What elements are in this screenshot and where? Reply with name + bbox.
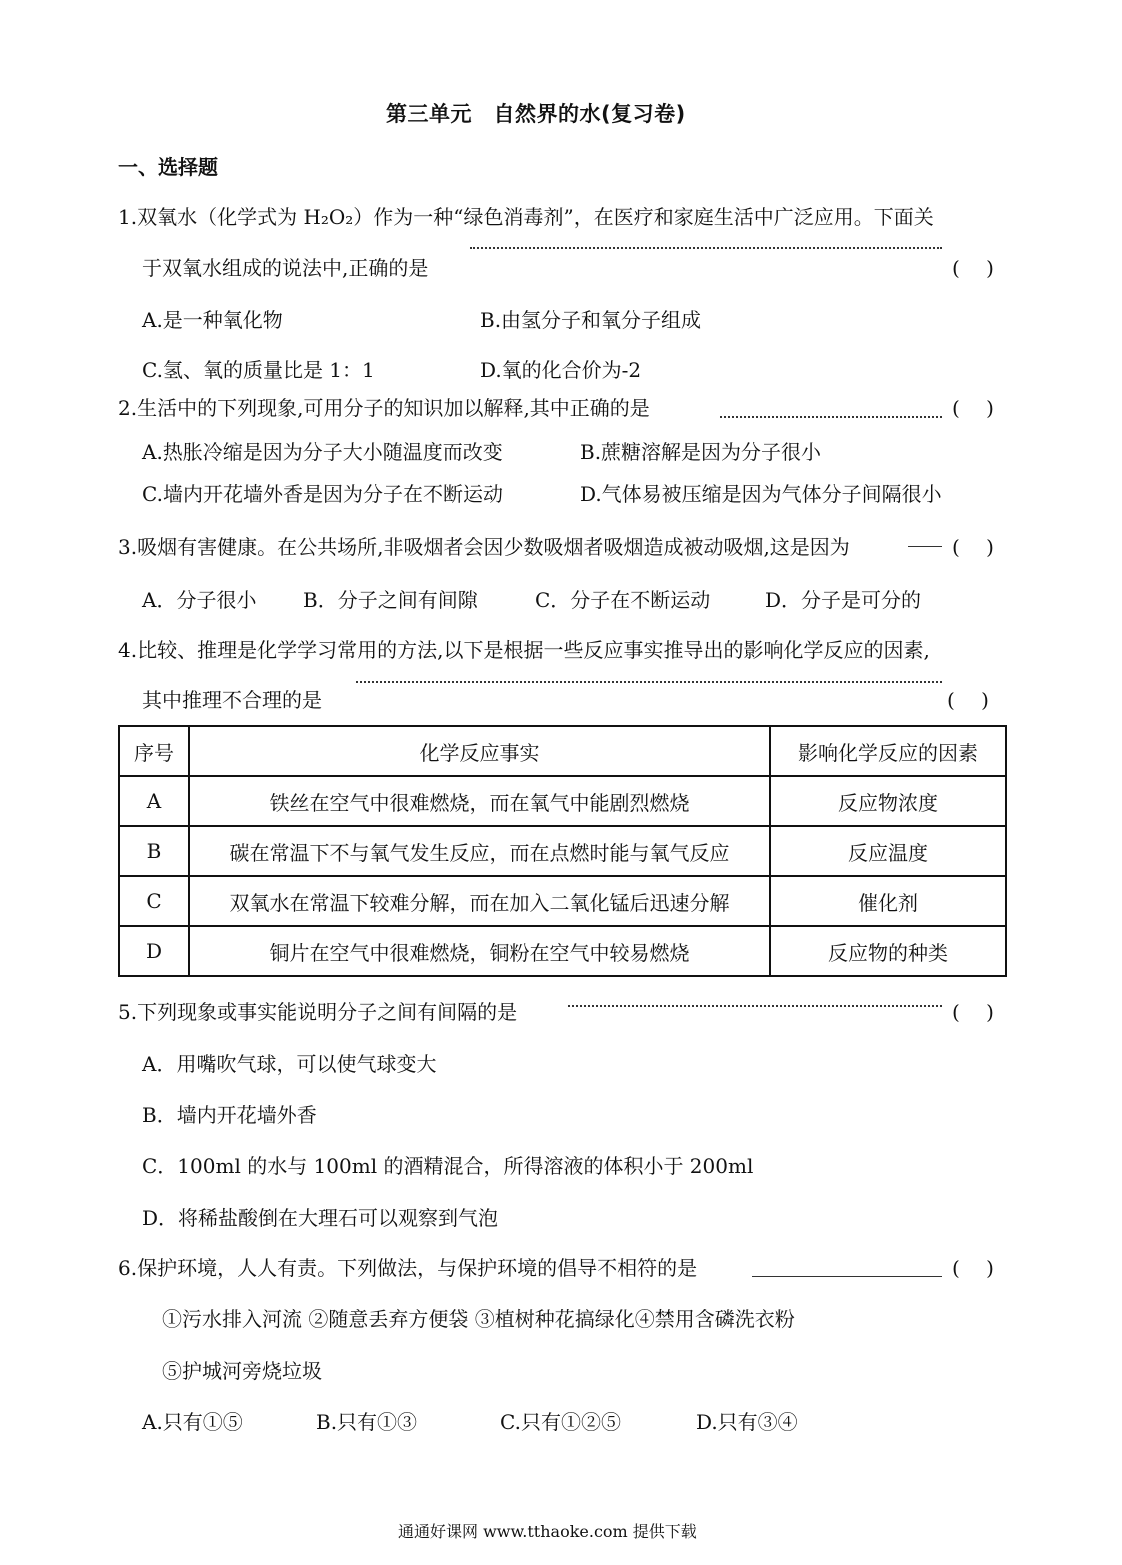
table-header-row xyxy=(119,726,1006,776)
q3-option-a: A．分子很小 xyxy=(142,588,257,612)
reaction-factors-table xyxy=(118,725,1007,977)
q2-option-b: B.蔗糖溶解是因为分子很小 xyxy=(580,440,822,464)
q2-option-d: D.气体易被压缩是因为气体分子间隔很小 xyxy=(580,482,942,506)
table-cell: 反应物的种类 xyxy=(770,926,1006,976)
page-title: 第三单元 自然界的水(复习卷) xyxy=(386,102,686,126)
q2-option-a: A.热胀冷缩是因为分子大小随温度而改变 xyxy=(142,440,503,464)
q6-stem: 6.保护环境，人人有责。下列做法，与保护环境的倡导不相符的是 xyxy=(118,1256,698,1280)
q6-option-b: B.只有①③ xyxy=(316,1410,418,1434)
q2-leader xyxy=(720,416,942,418)
q6-items-line2: ⑤护城河旁烧垃圾 xyxy=(162,1359,322,1383)
table-cell: C xyxy=(119,876,189,926)
table-cell: 铁丝在空气中很难燃烧，而在氧气中能剧烈燃烧 xyxy=(189,776,770,826)
table-cell: 双氧水在常温下较难分解，而在加入二氧化锰后迅速分解 xyxy=(189,876,770,926)
table-row xyxy=(119,776,1006,826)
table-cell: 反应温度 xyxy=(770,826,1006,876)
q6-option-c: C.只有①②⑤ xyxy=(500,1410,621,1434)
q5-option-d: D．将稀盐酸倒在大理石可以观察到气泡 xyxy=(142,1206,499,1230)
table-cell: 铜片在空气中很难燃烧，铜粉在空气中较易燃烧 xyxy=(189,926,770,976)
q6-leader xyxy=(752,1276,942,1277)
q4-answer-paren: ( ) xyxy=(947,688,989,712)
q3-option-c: C．分子在不断运动 xyxy=(535,588,711,612)
q1-stem-line2: 于双氧水组成的说法中,正确的是 xyxy=(142,256,429,280)
table-row xyxy=(119,876,1006,926)
q3-option-d: D．分子是可分的 xyxy=(765,588,922,612)
q5-leader xyxy=(568,1005,942,1007)
q3-stem: 3.吸烟有害健康。在公共场所,非吸烟者会因少数吸烟者吸烟造成被动吸烟,这是因为 xyxy=(118,535,850,559)
table-cell: A xyxy=(119,776,189,826)
table-header-cell: 影响化学反应的因素 xyxy=(770,726,1006,776)
q3-leader xyxy=(908,546,942,547)
q2-option-c: C.墙内开花墙外香是因为分子在不断运动 xyxy=(142,482,503,506)
table-row xyxy=(119,826,1006,876)
q2-stem: 2.生活中的下列现象,可用分子的知识加以解释,其中正确的是 xyxy=(118,396,650,420)
q1-answer-paren: ( ) xyxy=(952,256,994,280)
q5-stem: 5.下列现象或事实能说明分子之间有间隔的是 xyxy=(118,1000,518,1024)
q6-answer-paren: ( ) xyxy=(952,1256,994,1280)
q1-option-b: B.由氢分子和氧分子组成 xyxy=(480,308,702,332)
q5-option-b: B．墙内开花墙外香 xyxy=(142,1103,317,1127)
q1-option-a: A.是一种氧化物 xyxy=(142,308,283,332)
table-row xyxy=(119,926,1006,976)
q3-option-b: B．分子之间有间隙 xyxy=(303,588,478,612)
table-cell: 反应物浓度 xyxy=(770,776,1006,826)
q1-option-d: D.氧的化合价为-2 xyxy=(480,358,642,382)
q6-option-d: D.只有③④ xyxy=(696,1410,798,1434)
q4-stem-line2: 其中推理不合理的是 xyxy=(142,688,322,712)
q2-answer-paren: ( ) xyxy=(952,396,994,420)
table-cell: 碳在常温下不与氧气发生反应，而在点燃时能与氧气反应 xyxy=(189,826,770,876)
q4-stem-line1: 4.比较、推理是化学学习常用的方法,以下是根据一些反应事实推导出的影响化学反应的因素, xyxy=(118,638,930,662)
q3-answer-paren: ( ) xyxy=(952,535,994,559)
table-header-cell: 序号 xyxy=(119,726,189,776)
section-heading: 一、选择题 xyxy=(118,155,218,179)
q6-items-line1: ①污水排入河流 ②随意丢弃方便袋 ③植树种花搞绿化④禁用含磷洗衣粉 xyxy=(162,1307,795,1331)
q1-stem-line1: 1.双氧水（化学式为 H₂O₂）作为一种“绿色消毒剂”，在医疗和家庭生活中广泛应用。下面关 xyxy=(118,205,934,229)
page-footer: 通通好课网 www.tthaoke.com 提供下载 xyxy=(398,1522,697,1541)
table-cell: 催化剂 xyxy=(770,876,1006,926)
q4-leader xyxy=(356,681,942,683)
q1-option-c: C.氢、氧的质量比是 1：1 xyxy=(142,358,375,382)
q5-answer-paren: ( ) xyxy=(952,1000,994,1024)
table-header-cell: 化学反应事实 xyxy=(189,726,770,776)
table-cell: B xyxy=(119,826,189,876)
q5-option-c: C．100ml 的水与 100ml 的酒精混合，所得溶液的体积小于 200ml xyxy=(142,1154,754,1178)
q5-option-a: A．用嘴吹气球，可以使气球变大 xyxy=(142,1052,437,1076)
q6-option-a: A.只有①⑤ xyxy=(142,1410,243,1434)
table-cell: D xyxy=(119,926,189,976)
q1-leader xyxy=(470,247,942,249)
